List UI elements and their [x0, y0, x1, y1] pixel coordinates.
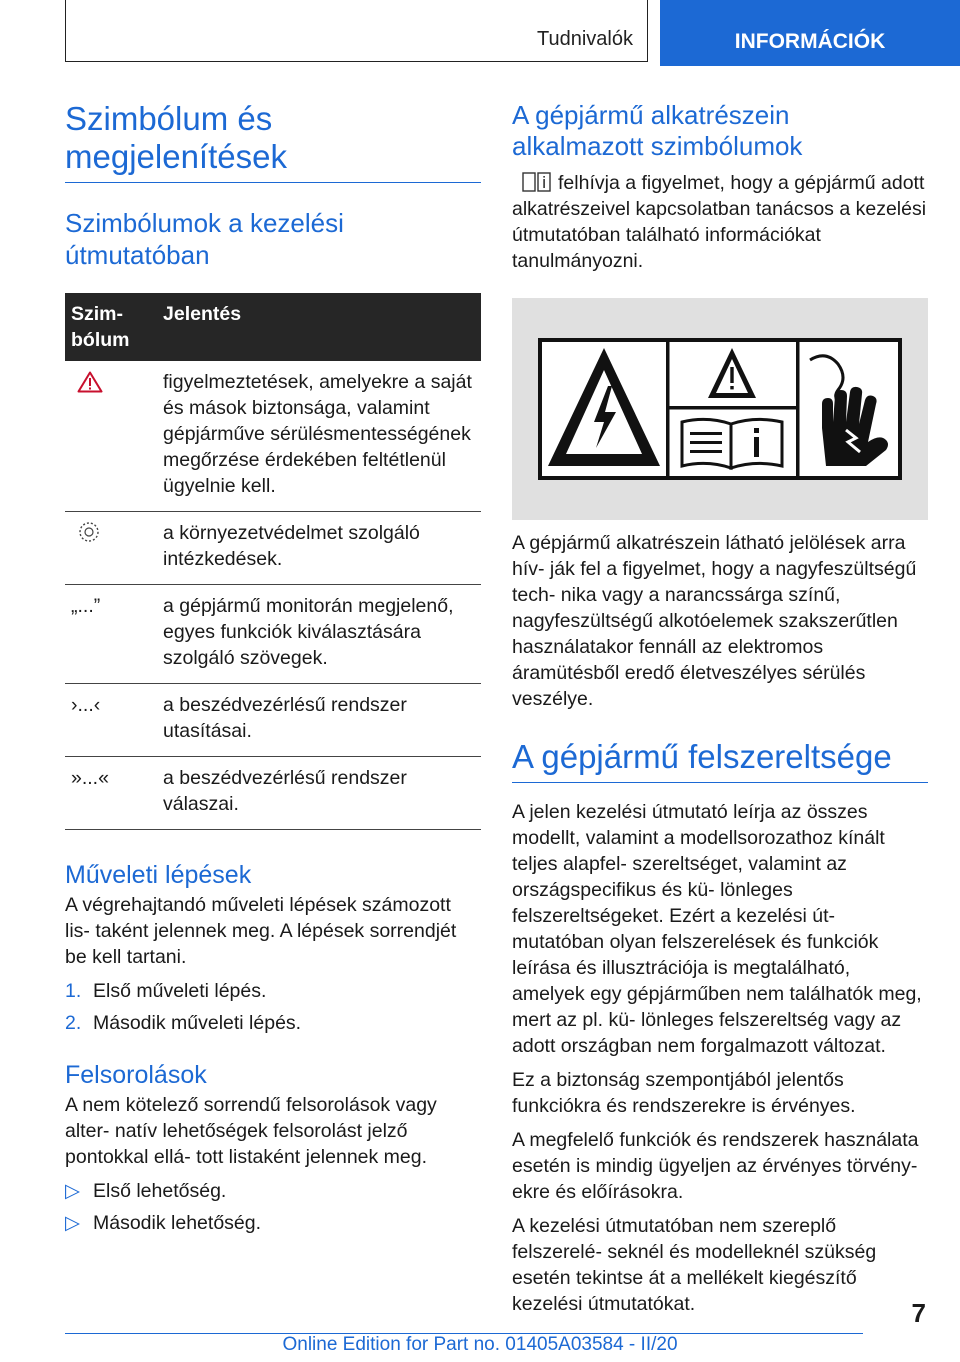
page-number: 7 — [911, 1298, 926, 1328]
list-item: 1. Első műveleti lépés. — [65, 980, 267, 1002]
list-item: ▷ Első lehetőség. — [65, 1180, 227, 1202]
symbol-table — [65, 293, 481, 830]
table-row: ›...‹ a beszédvezérlésű rendszer utasításai. — [65, 684, 481, 757]
table-header-symbol: Szim‐ bólum — [65, 293, 157, 361]
header-section: Tudnivalók — [537, 28, 633, 50]
component-symbols-intro: felhívja a figyelmet, hogy a gépjármű adott alkatrészeivel kapcsolatban tanácsos a kezelési útmutatóban található információkat tanulmányozni. — [512, 172, 927, 272]
table-row: „...” a gépjármű monitorán megjelenő, egyes funkciók kiválasztására szolgáló szövegek. — [65, 585, 481, 684]
equipment-paragraph-3: A megfelelő funkciók és rendszerek használata esetén is mindig ügyeljen az érvényes törvény‐ ekre és előírásokra. — [512, 1129, 919, 1203]
lists-title: Felsorolások — [65, 1061, 207, 1089]
equipment-paragraph-4: A kezelési útmutatóban nem szereplő felszerelé‐ seknél és modelleknél szükség esetén tekintse át a mellékelt kiegészítő kezelési útmutatókat. — [512, 1215, 877, 1315]
main-title: Szimbólum és megjelenítések — [65, 100, 481, 183]
right-column — [512, 100, 928, 1317]
section-title-symbols: Szimbólumok a kezelési útmutatóban — [65, 208, 344, 270]
high-voltage-sign-graphic — [542, 342, 898, 476]
environment-icon — [77, 520, 101, 544]
table-header-row — [65, 293, 481, 361]
lists-text: A nem kötelező sorrendű felsorolások vagy alter‐ natív lehetőségek felsorolást jelző pontokkal ellá‐ tott listaként jelennek meg. — [65, 1094, 437, 1168]
table-row: a környezetvédelmet szolgáló intézkedések. — [65, 512, 481, 585]
list-item: 2. Második műveleti lépés. — [65, 1012, 302, 1034]
header-frame — [65, 0, 648, 62]
equipment-title: A gépjármű felszereltsége — [512, 738, 892, 775]
steps-list — [65, 978, 481, 1036]
manual-icon — [522, 172, 552, 192]
steps-title: Műveleti lépések — [65, 861, 252, 889]
table-row: figyelmeztetések, amelyekre a saját és mások biztonsága, valamint gépjárműve sérülésmentességének megőrzése érdekében feltétlenül ügyelnie kell. — [65, 361, 481, 512]
list-item: ▷ Második lehetőség. — [65, 1212, 262, 1234]
high-voltage-sign — [538, 338, 902, 480]
table-header-meaning: Jelentés — [157, 293, 481, 361]
steps-text: A végrehajtandó műveleti lépések számozott lis‐ taként jelennek meg. A lépések sorrendjét be kell tartani. — [65, 894, 457, 968]
bullet-list — [65, 1178, 481, 1236]
equipment-title-block — [512, 738, 928, 783]
table-row: »...« a beszédvezérlésű rendszer válaszai. — [65, 757, 481, 830]
triangle-bullet-icon: ▷ — [65, 1212, 80, 1234]
triangle-bullet-icon: ▷ — [65, 1180, 80, 1202]
figure-caption: A gépjármű alkatrészein látható jelölések arra hív‐ ják fel a figyelmet, hogy a nagyfeszültségű tech‐ nika vagy a narancssárga színű, nagyfeszültségű alkotóelemek szakszerűtlen használatakor fennáll az elektromos áramütésből eredő életveszélyes sérülés veszélye. — [512, 532, 917, 710]
header-chapter-tab[interactable]: INFORMÁCIÓK — [660, 0, 960, 66]
equipment-paragraph-2: Ez a biztonság szempontjából jelentős funkciókra és rendszerekre is érvényes. — [512, 1069, 856, 1117]
warning-label-figure — [512, 298, 928, 520]
left-column — [65, 100, 481, 1236]
right-title: A gépjármű alkatrészein alkalmazott szimbólumok — [512, 100, 803, 161]
equipment-paragraph-1: A jelen kezelési útmutató leírja az összes modellt, valamint a modellsorozathoz kínált teljes alapfel‐ szereltséget, valamint az országspecifikus és kü‐ lönleges felszereltségeket. Ezért a kezelési út‐ mutatóban olyan felszerelések és funkciók leírása és illusztrációja is megtalálható, amelyek egy gépjárműben nem találhatók meg, mert az pl. kü‐ lönleges felszereltség vagy az adott országban nem forgalmazott változat. — [512, 801, 922, 1057]
warning-triangle-icon — [77, 371, 103, 393]
footer-edition-text: Online Edition for Part no. 01405A03584 - II/20 — [282, 1334, 678, 1355]
